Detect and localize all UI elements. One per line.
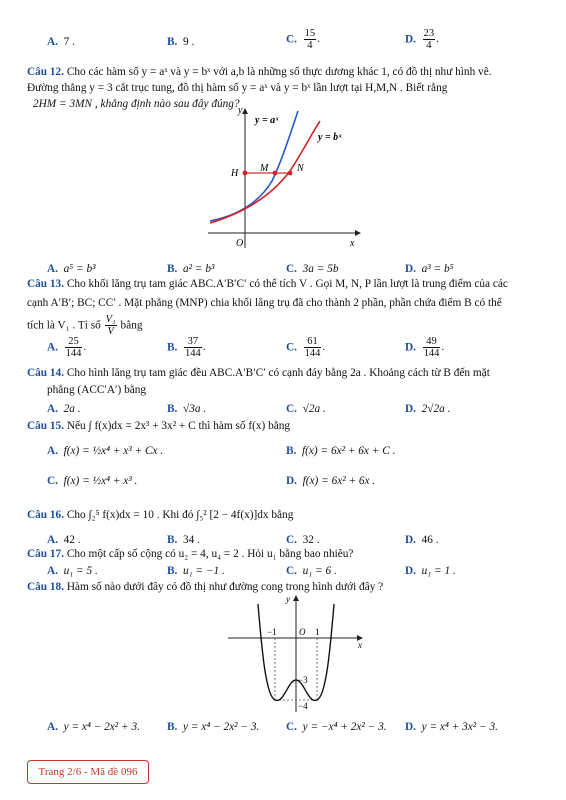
q13-option-b: B. $\frac{37}{144}$ . — [167, 336, 206, 359]
q12-option-b: B. a² = b³ — [167, 263, 215, 275]
q13-line1: Câu 13. Cho khối lăng trụ tam giác ABC.A′B′C′ có thể tích V . Gọi M, N, P lần lượt là trung điểm của các — [27, 278, 508, 290]
q12-option-a: A. a⁵ = b³ — [47, 263, 96, 275]
q18-option-b: B. y = x⁴ − 2x² − 3. — [167, 721, 260, 733]
q16-option-c: C. 32 . — [286, 534, 320, 546]
q12-x-label: x — [350, 238, 355, 249]
q18-x-label: x — [358, 640, 362, 650]
q12-curve-b-label: y = bˣ — [318, 132, 342, 143]
q16-option-a: A. 42 . — [47, 534, 81, 546]
q15-stem: Câu 15. Nếu ∫ f(x)dx = 2x³ + 3x² + C thì hàm số f(x) bằng — [27, 420, 291, 432]
q14-line1: Câu 14. Cho hình lăng trụ tam giác đều ABC.A′B′C′ có cạnh đáy bằng 2a . Khoảng cách từ B đến mặt — [27, 367, 490, 379]
q13-line3: tích là V₁ . Tỉ số $\frac{\text{V₁}}{V}$ bằng — [27, 314, 143, 337]
q12-curve-a-label: y = aˣ — [255, 115, 279, 126]
q14-line2: phẳng (ACC′A′) bằng — [47, 384, 147, 396]
q15-option-a: A. f(x) = ½x⁴ + x³ + Cx . — [47, 445, 164, 457]
q18-origin-label: O — [299, 627, 306, 637]
q14-option-d: D. 2√2a . — [405, 403, 451, 415]
q18-y-label: y — [286, 594, 290, 604]
q13-line2: cạnh A′B′; BC; CC′ . Mặt phẳng (MNP) chia khối lăng trụ đã cho thành 2 phần, phần chứa điểm B có thể — [27, 297, 502, 309]
q12-option-c: C. 3a = 5b — [286, 263, 339, 275]
q15-option-b: B. f(x) = 6x² + 6x + C . — [286, 445, 396, 457]
q12-origin-label: O — [236, 238, 244, 249]
q12-point-n — [288, 171, 293, 176]
q12-option-d: D. a³ = b⁵ — [405, 263, 454, 275]
page-footer: Trang 2/6 - Mã đề 096 — [27, 760, 149, 784]
q14-option-a: A. 2a . — [47, 403, 81, 415]
q18-graph — [222, 592, 370, 714]
q13-option-a: A. $\frac{25}{144}$ . — [47, 336, 87, 359]
q18-neg-four-label: −4 — [298, 701, 308, 711]
q18-stem: Câu 18. Hàm số nào dưới đây có đồ thị như đường cong trong hình dưới đây ? — [27, 581, 384, 593]
q11-option-c: C. $\frac{15}{4}$ . — [286, 28, 320, 51]
q12-h-label: H — [231, 168, 239, 179]
q11-option-b: B. 9 . — [167, 36, 195, 48]
q12-line3: 2HM = 3MN , khẳng định nào sau đây đúng? — [33, 98, 240, 110]
q13-option-c: C. $\frac{61}{144}$ . — [286, 336, 326, 359]
q14-option-c: C. √2a . — [286, 403, 326, 415]
q18-neg-three-label: −3 — [298, 675, 308, 685]
q17-option-a: A. u₁ = 5 . — [47, 565, 98, 577]
q15-option-d: D. f(x) = 6x² + 6x . — [286, 475, 376, 487]
q17-option-b: B. u₁ = −1 . — [167, 565, 225, 577]
q12-m-label: M — [260, 163, 269, 174]
q17-option-d: D. u₁ = 1 . — [405, 565, 456, 577]
q18-neg-one-label: −1 — [267, 627, 277, 637]
q17-option-c: C. u₁ = 6 . — [286, 565, 337, 577]
q12-y-label: y — [238, 105, 243, 116]
q18-option-a: A. y = x⁴ − 2x² + 3. — [47, 721, 140, 733]
q12-n-label: N — [297, 163, 304, 174]
q12-point-m — [273, 171, 278, 176]
q12-line2: Đường thẳng y = 3 cắt trục tung, đồ thị hàm số y = aˣ và y = bˣ lần lượt tại H,M,N . Biết rằng — [27, 82, 448, 94]
q12-point-h — [243, 171, 248, 176]
q12-graph — [200, 103, 370, 253]
q12-line1: Câu 12. Cho các hàm số y = aˣ và y = bˣ với a,b là những số thực dương khác 1, có đồ thị như hình vẽ. — [27, 66, 492, 78]
q14-option-b: B. √3a . — [167, 403, 207, 415]
q16-stem: Câu 16. Cho ∫₂⁵ f(x)dx = 10 . Khi đó ∫₅² [2 − 4f(x)]dx bằng — [27, 509, 294, 521]
q13-option-d: D. $\frac{49}{144}$ . — [405, 336, 445, 359]
q18-option-c: C. y = −x⁴ + 2x² − 3. — [286, 721, 387, 733]
q11-option-a: A. 7 . — [47, 36, 75, 48]
q18-one-label: 1 — [315, 627, 320, 637]
q16-option-d: D. 46 . — [405, 534, 439, 546]
q17-stem: Câu 17. Cho một cấp số cộng có u₂ = 4, u₄ = 2 . Hỏi u₁ bằng bao nhiêu? — [27, 548, 354, 560]
q18-option-d: D. y = x⁴ + 3x² − 3. — [405, 721, 498, 733]
q11-option-d: D. $\frac{23}{4}$ . — [405, 28, 439, 51]
q16-option-b: B. 34 . — [167, 534, 200, 546]
q15-option-c: C. f(x) = ½x⁴ + x³ . — [47, 475, 138, 487]
